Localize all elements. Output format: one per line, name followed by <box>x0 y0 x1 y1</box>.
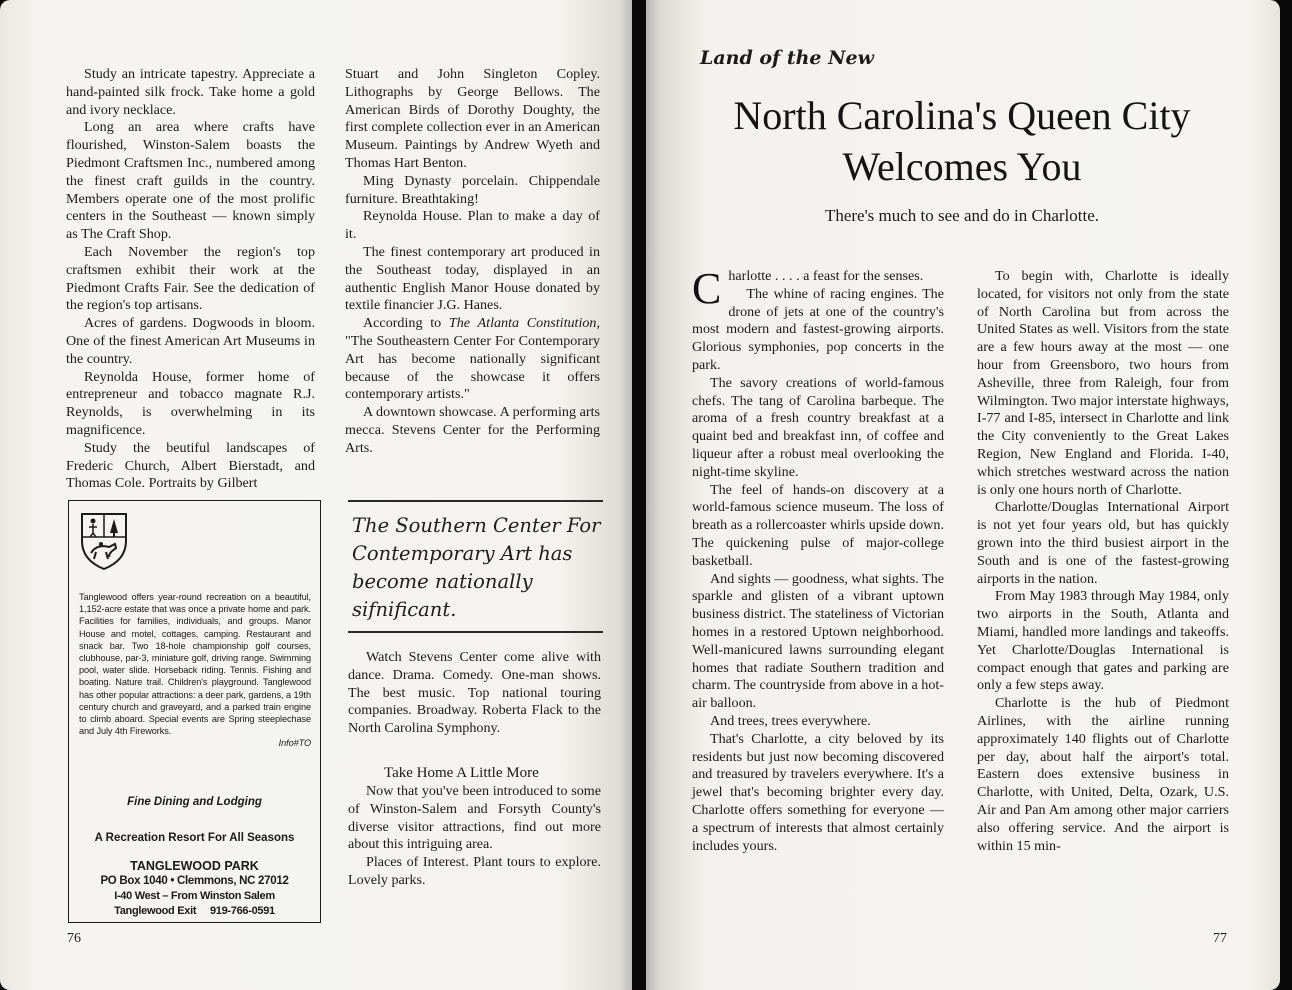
ad-info-code: Info#TO <box>278 738 311 749</box>
paragraph: Places of Interest. Plant tours to explore. Lovely parks. <box>348 854 601 888</box>
paragraph: To begin with, Charlotte is ideally located, for visitors not only from the state of North Carolina but from across the United States as well. Visitors from the state are a few hours away at the most — one hour from Greensboro, two hours from Asheville, three from Raleigh, four from Wilmington. Two major interstate highways, I-77 and I-85, intersect in Charlotte and link the City conveniently to the Great Lakes Region, New England and Florida. I-40, which stretches westward across the nation is only one hours north of Charlotte. <box>977 268 1229 498</box>
left-column-2-middle <box>348 649 601 738</box>
headline-line-1: North Carolina's Queen City <box>733 93 1191 138</box>
quote-source: The Atlanta Constitution, <box>448 315 600 332</box>
paragraph: Long an area where crafts have flourished, Winston-Salem boasts the Piedmont Craftsmen Inc., numbered among the finest craft guilds in the country. Members operate one of the most prolific centers in the Southeast — known simply as The Craft Shop. <box>66 119 315 243</box>
ad-body-text: Tanglewood offers year-round recreation on a beautiful, 1,152-acre estate that was once a private home and park. Facilities for families, individuals, and groups. Manor House and motel, cottages, camping. Restaurant and snack bar. Two 18-hole championship golf courses, clubhouse, par-3, miniature golf, driving range. Swimming pool, water slide. Horseback riding. Tennis. Fishing and boating. Nature trail. Children's playground. Tanglewood has other popular attractions: a deer park, gardens, a 19th century church and graveyard, and a parked train engine to climb aboard. Special events are Spring steeplechase and July 4th Fireworks. <box>79 592 311 737</box>
article-deck: There's much to see and do in Charlotte. <box>824 206 1100 225</box>
article-headline <box>672 90 1252 192</box>
left-column-2-bottom <box>348 783 601 890</box>
lead-text: harlotte . . . . a feast for the senses. <box>728 268 924 284</box>
paragraph: A downtown showcase. A performing arts mecca. Stevens Center for the Performing Arts. <box>345 404 600 456</box>
lead-paragraph <box>692 264 944 313</box>
paragraph: Stuart and John Singleton Copley. Lithographs by George Bellows. The American Birds of Dorothy Doughty, the first complete collection ever in an American Museum. Paintings by Andrew Wyeth and Thomas Hart Benton. <box>345 66 600 171</box>
paragraph: And trees, trees everywhere. <box>710 712 871 729</box>
paragraph: Each November the region's top craftsmen exhibit their work at the Piedmont Crafts Fair. See the dedication of the region's top artisans. <box>66 243 315 314</box>
right-column-2 <box>977 268 1229 855</box>
pull-quote: The Southern Center For Contemporary Art has become nationally sifnificant. <box>352 514 601 621</box>
paragraph: That's Charlotte, a city beloved by its residents but just now becoming discovered and treasured by travelers everywhere. It's a jewel that's becoming brighter every day. Charlotte offers something for everyone — a spectrum of interests that almost certainly includes yours. <box>692 730 944 854</box>
ad-name: TANGLEWOOD PARK <box>130 859 259 873</box>
paragraph: And sights — goodness, what sights. The sparkle and glisten of a vibrant uptown business district. The stateliness of Victorian homes in a restored Uptown neighborhood. Well-manicured lawns surrounding elegant homes that radiate Southern tradition and charm. The countryside from above in a hot-air balloon. <box>692 570 944 712</box>
paragraph: Now that you've been introduced to some of Winston-Salem and Forsyth County's diverse visitor attractions, find out more about this intriguing area. <box>348 783 601 853</box>
tanglewood-advertisement <box>68 500 321 923</box>
paragraph: The whine of racing engines. The drone of jets at one of the country's most modern and fastest-growing airports. Glorious symphonies, pop concerts in the park. <box>692 285 944 373</box>
ad-tagline-resort: A Recreation Resort For All Seasons <box>94 832 295 844</box>
pull-quote-rule-top <box>348 500 603 502</box>
paragraph: Reynolda House. Plan to make a day of it. <box>345 208 600 243</box>
left-column-2 <box>345 66 600 458</box>
paragraph: The feel of hands-on discovery at a world-famous science museum. The loss of breath as a rollercoaster whirls upside down. The quickening pulse of major-college basketball. <box>692 481 944 569</box>
paragraph: Study the beutiful landscapes of Frederic Church, Albert Bierstadt, and Thomas Cole. Portraits by Gilbert <box>66 439 315 492</box>
paragraph: The savory creations of world-famous chefs. The tang of Carolina barbeque. The aroma of a fresh country breakfast at a quaint bed and breakfast inn, of coffee and liqueur after a robust meal overlooking the night-time skyline. <box>692 374 944 480</box>
paragraph: Acres of gardens. Dogwoods in bloom. One of the finest American Art Museums in the country. <box>66 315 315 367</box>
left-column-1 <box>66 66 315 493</box>
ad-description <box>79 591 311 750</box>
drop-cap: C <box>692 264 722 313</box>
paragraph: Ming Dynasty porcelain. Chippendale furniture. Breathtaking! <box>345 172 600 207</box>
paragraph: Reynolda House, former home of entrepreneur and tobacco magnate R.J. Reynolds, is overwhelming in its magnificence. <box>66 368 315 438</box>
paragraph: Study an intricate tapestry. Appreciate a hand-painted silk frock. Take home a gold and ivory necklace. <box>66 66 315 118</box>
headline-line-2: Welcomes You <box>842 144 1082 189</box>
ad-tagline-dining: Fine Dining and Lodging <box>127 796 262 808</box>
quote-text: "The Southeastern Center For Contemporary Art has become nationally significant because of the showcase it offers contemporary artists." <box>345 332 600 403</box>
quote-paragraph <box>345 315 600 404</box>
paragraph: Watch Stevens Center come alive with dance. Drama. Comedy. One-man shows. The best music. Top national touring companies. Broadway. Roberta Flack to the North Carolina Symphony. <box>348 649 601 737</box>
paragraph: From May 1983 through May 1984, only two airports in the South, Atlanta and Miami, handled more landings and takeoffs. Yet Charlotte/Douglas International is compact enough that gates and parking are only a few steps away. <box>977 588 1229 694</box>
article-kicker: Land of the New <box>700 47 874 69</box>
ad-directions: I-40 West – From Winston Salem <box>114 890 275 902</box>
page-number: 76 <box>67 931 81 946</box>
paragraph: Charlotte is the hub of Piedmont Airlines, with the airline running approximately 140 flights out of Charlotte per day, about half the airport's total. Eastern does extensive business in Charlotte, with United, Delta, Ozark, U.S. Air and Pan Am among other major carriers also offering service. And the airport is within 15 min- <box>977 695 1229 854</box>
paragraph: Charlotte/Douglas International Airport is not yet four years old, but has quickly grown into the third busiest airport in the South and is one of the fastest-growing airports in the nation. <box>977 499 1229 587</box>
ad-exit-phone: Tanglewood Exit 919-766-0591 <box>114 905 275 917</box>
left-page <box>0 0 632 990</box>
tanglewood-crest-icon <box>79 511 129 571</box>
right-column-1 <box>692 264 944 855</box>
ad-address: PO Box 1040 • Clemmons, NC 27012 <box>100 875 289 887</box>
page-number: 77 <box>1213 931 1227 946</box>
quote-intro: According to <box>363 315 442 332</box>
pull-quote-rule-bottom <box>348 631 603 633</box>
section-subhead: Take Home A Little More <box>384 765 539 781</box>
paragraph: The finest contemporary art produced in the Southeast today, displayed in an authentic English Manor House donated by textile financier J.G. Hanes. <box>345 243 600 314</box>
